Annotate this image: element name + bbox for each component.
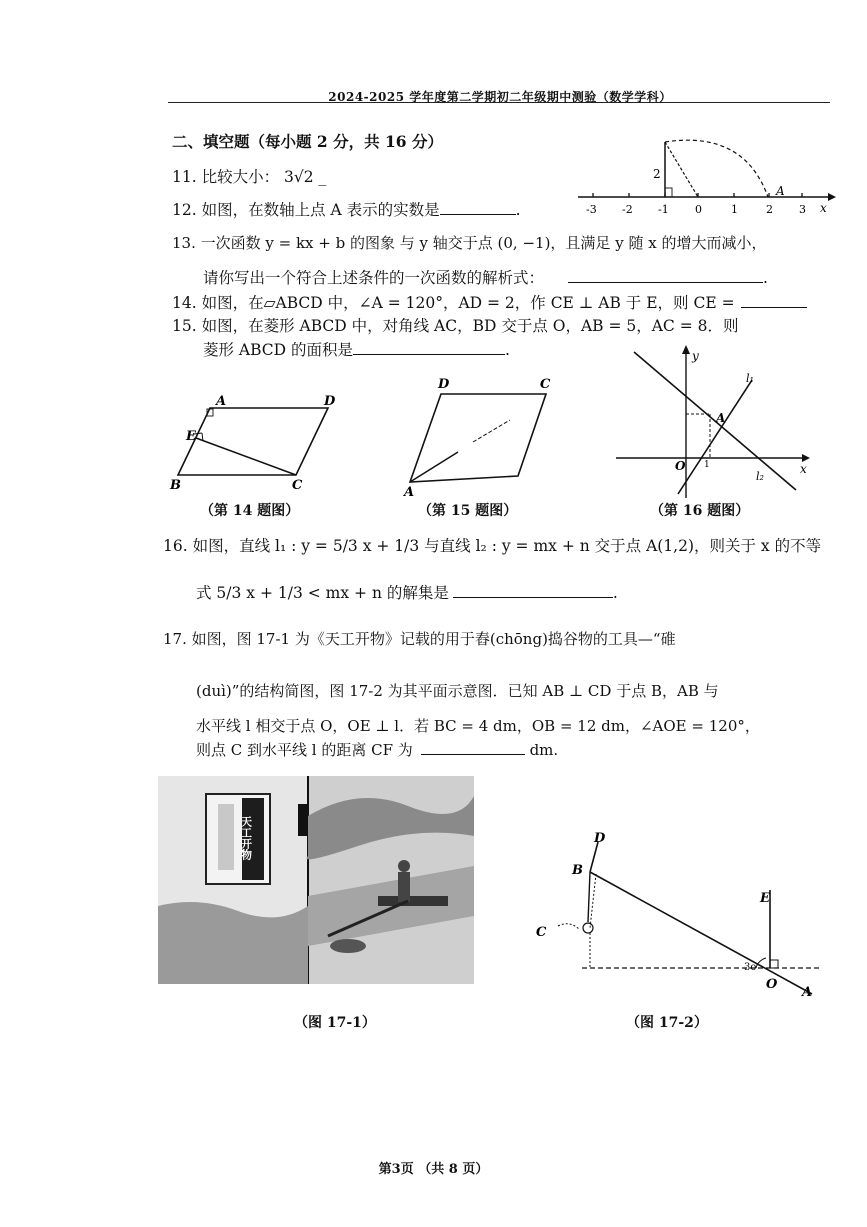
label-b: B <box>572 863 583 878</box>
tick-label: 3 <box>799 203 806 216</box>
label-c: C <box>540 377 551 392</box>
label-e: E <box>186 429 196 444</box>
figure-14-parallelogram <box>168 388 348 498</box>
question-17-line1: 17. 如图，图 17-1 为《天工开物》记载的用于舂(chōng)捣谷物的工具—“碓 <box>163 630 676 648</box>
point-a-label: A <box>776 184 785 198</box>
x-axis-label: x <box>800 462 807 476</box>
number-line-figure <box>574 132 836 222</box>
height-label: 2 <box>653 167 661 181</box>
page-header: 2024-2025 学年度第二学期初二年级期中测验（数学学科） <box>328 90 672 104</box>
question-14 <box>172 292 807 314</box>
question-13-line1: 13. 一次函数 y = kx + b 的图象 与 y 轴交于点 (0, −1)，且满足 y 随 x 的增大而减小， <box>172 234 767 252</box>
angle-label: 3o <box>744 962 757 973</box>
answer-blank-13[interactable] <box>568 268 763 283</box>
question-17-line4 <box>196 739 558 761</box>
label-a: A <box>802 985 813 1000</box>
line-l2-label: l₂ <box>756 470 764 483</box>
question-16-text: 式 5/3 x + 1/3 < mx + n 的解集是 <box>196 584 449 602</box>
caption-fig16: （第 16 题图） <box>650 503 750 519</box>
answer-blank-12[interactable] <box>440 200 516 215</box>
label-d: D <box>594 831 606 846</box>
question-17-text: 则点 C 到水平线 l 的距离 CF 为 <box>196 741 413 759</box>
tick-label: 2 <box>766 203 773 216</box>
figure-16-lines <box>612 342 817 500</box>
answer-blank-17[interactable] <box>421 740 525 755</box>
woodcut-illustration <box>158 776 474 984</box>
answer-blank-15[interactable] <box>353 340 505 355</box>
page-footer: 第3页 （共 8 页） <box>378 1162 489 1177</box>
question-13-line2: 请你写出一个符合上述条件的一次函数的解析式： . <box>203 269 768 287</box>
question-15-line1: 15. 如图，在菱形 ABCD 中，对角线 AC，BD 交于点 O，AB = 5，AC = 8．则 <box>172 317 739 335</box>
answer-blank-16[interactable] <box>453 583 613 598</box>
header-rule <box>168 102 830 103</box>
book-title-char: 天工开物 <box>239 816 253 860</box>
answer-blank-14[interactable] <box>741 293 807 308</box>
question-16-line2: 式 5/3 x + 1/3 < mx + n 的解集是 . <box>196 584 618 602</box>
label-c: C <box>292 478 303 493</box>
y-axis-label: y <box>692 349 699 363</box>
caption-fig17-1: （图 17-1） <box>294 1015 376 1031</box>
section-title: 二、填空题（每小题 2 分，共 16 分） <box>172 132 443 151</box>
caption-fig17-2: （图 17-2） <box>626 1015 708 1031</box>
question-17-line3: 水平线 l 相交于点 O，OE ⊥ l．若 BC = 4 dm，OB = 12 dm，∠AOE = 120°， <box>196 717 760 735</box>
label-a: A <box>216 394 227 409</box>
x-axis-label: x <box>820 201 827 215</box>
line-l1-label: l₁ <box>746 372 754 385</box>
question-14-text: 14. 如图，在▱ABCD 中，∠A = 120°，AD = 2，作 CE ⊥ AB 于 E，则 CE = <box>172 294 735 312</box>
question-13-text: 请你写出一个符合上述条件的一次函数的解析式： <box>203 269 545 287</box>
label-d: D <box>438 377 450 392</box>
label-c: C <box>536 925 547 940</box>
tick-label: 0 <box>695 203 702 216</box>
question-12-text: 12. 如图，在数轴上点 A 表示的实数是 <box>172 201 440 219</box>
question-17-unit: dm. <box>529 741 559 759</box>
label-e: E <box>760 891 770 906</box>
label-o: O <box>766 977 778 992</box>
question-15-text: 菱形 ABCD 的面积是 <box>203 341 354 359</box>
question-15-line2: 菱形 ABCD 的面积是 . <box>203 341 510 359</box>
label-d: D <box>324 394 336 409</box>
label-a: A <box>404 485 415 500</box>
tick-label: -3 <box>586 203 597 216</box>
tick-label: -2 <box>622 203 633 216</box>
tick-label: 1 <box>731 203 738 216</box>
question-17-line2: (duì)”的结构简图，图 17-2 为其平面示意图．已知 AB ⊥ CD 于点 B，AB 与 <box>196 682 719 700</box>
origin-label: O <box>675 459 686 473</box>
question-11: 11. 比较大小： 3√2 _ <box>172 168 327 186</box>
caption-fig14: （第 14 题图） <box>200 503 300 519</box>
figure-15-rhombus <box>398 372 563 502</box>
question-12: 12. 如图，在数轴上点 A 表示的实数是 . <box>172 201 521 219</box>
label-b: B <box>170 478 181 493</box>
question-16-line1: 16. 如图，直线 l₁ : y = 5/3 x + 1/3 与直线 l₂ : y = mx + n 交于点 A(1,2)，则关于 x 的不等 <box>163 537 822 555</box>
point-a-label: A <box>716 411 726 425</box>
tick-label: -1 <box>658 203 669 216</box>
figure-17-2-schematic <box>530 830 830 1000</box>
caption-fig15: （第 15 题图） <box>418 503 518 519</box>
unit-tick-label: 1 <box>704 460 710 470</box>
figure-17-1-woodcut <box>158 776 474 984</box>
